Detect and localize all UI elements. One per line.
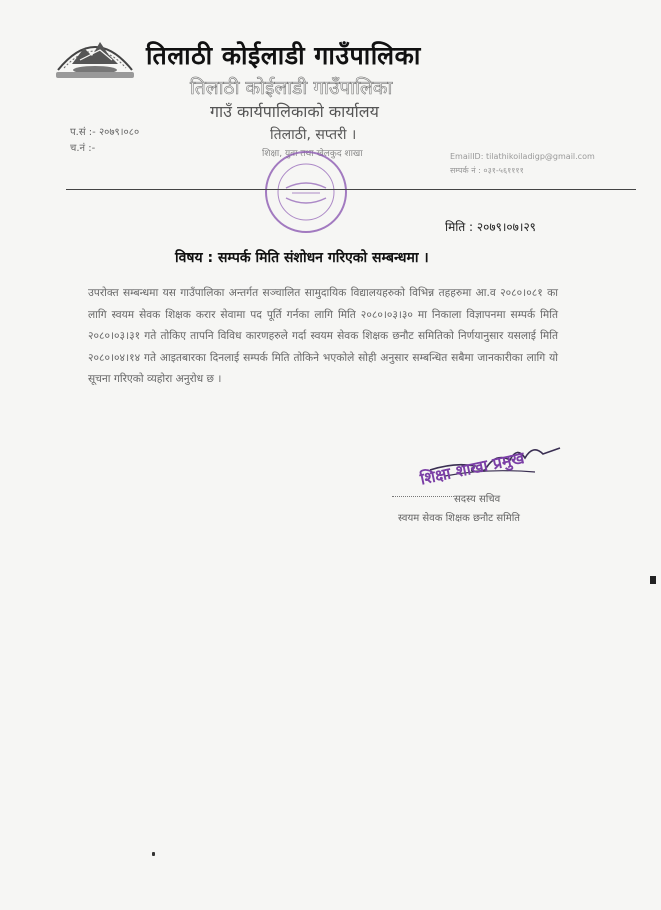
office-branch: शिक्षा, युवा तथा खेलकुद शाखा — [262, 149, 363, 159]
dispatch-number: च.नं :- — [70, 143, 96, 154]
scan-dot-mark — [152, 852, 155, 856]
office-place: तिलाठी, सप्तरी । — [270, 127, 357, 143]
office-phone: सम्पर्क नं : ०३१-५६११११ — [450, 166, 524, 175]
office-email: EmailID: tilathikoiladigp@gmail.com — [450, 152, 595, 161]
committee-name: स्वयम सेवक शिक्षक छनौट समिति — [398, 513, 520, 524]
reference-number: प.सं :- २०७९।०८० — [70, 127, 140, 138]
letter-subject: विषय : सम्पर्क मिति संशोधन गरिएको सम्बन्धमा । — [175, 250, 429, 266]
signatory-title: सदस्य सचिव — [454, 494, 501, 505]
office-seal-stamp — [262, 148, 350, 236]
scan-edge-mark — [650, 576, 656, 584]
nepal-emblem-icon — [50, 30, 140, 82]
municipality-title: तिलाठी कोईलाडी गाउँपालिका — [146, 41, 421, 70]
letter-body: उपरोक्त सम्बन्धमा यस गाउँपालिका अन्तर्गत सञ्चालित सामुदायिक विद्यालयहरुको विभिन्न तहहरुमा आ.व २०८०।०८१ का लागि स्वयम सेवक शिक्षक करार सेवामा पद पूर्ति गर्नका लागि मिति २०८०।०३।३० मा निकाला विज्ञापनमा सम्पर्क मिति २०८०।०३।३१ गते तोकिए तापनि विविध कारणहरुले गर्दा स्वयम सेवक शिक्षक छनौट समितिको निर्णयानुसार यसलाई मिति २०८०।०४।१४ गते आइतबारका दिनलाई सम्पर्क मिति तोकिने भएकोले सोही अनुसार सम्बन्धित सबैमा जानकारीका लागि यो सूचना गरिएको व्यहोरा अनुरोध छ । — [88, 287, 558, 385]
signature-line — [392, 496, 454, 497]
office-title: गाउँ कार्यपालिकाको कार्यालय — [210, 102, 379, 121]
letter-date: मिति : २०७९।०७।२९ — [445, 220, 536, 234]
municipality-title-outline: तिलाठी कोईलाडी गाउँपालिका — [190, 77, 393, 99]
section-chief-stamp: शिक्षा शाखा प्रमुख — [418, 447, 526, 489]
header-divider — [66, 189, 636, 190]
